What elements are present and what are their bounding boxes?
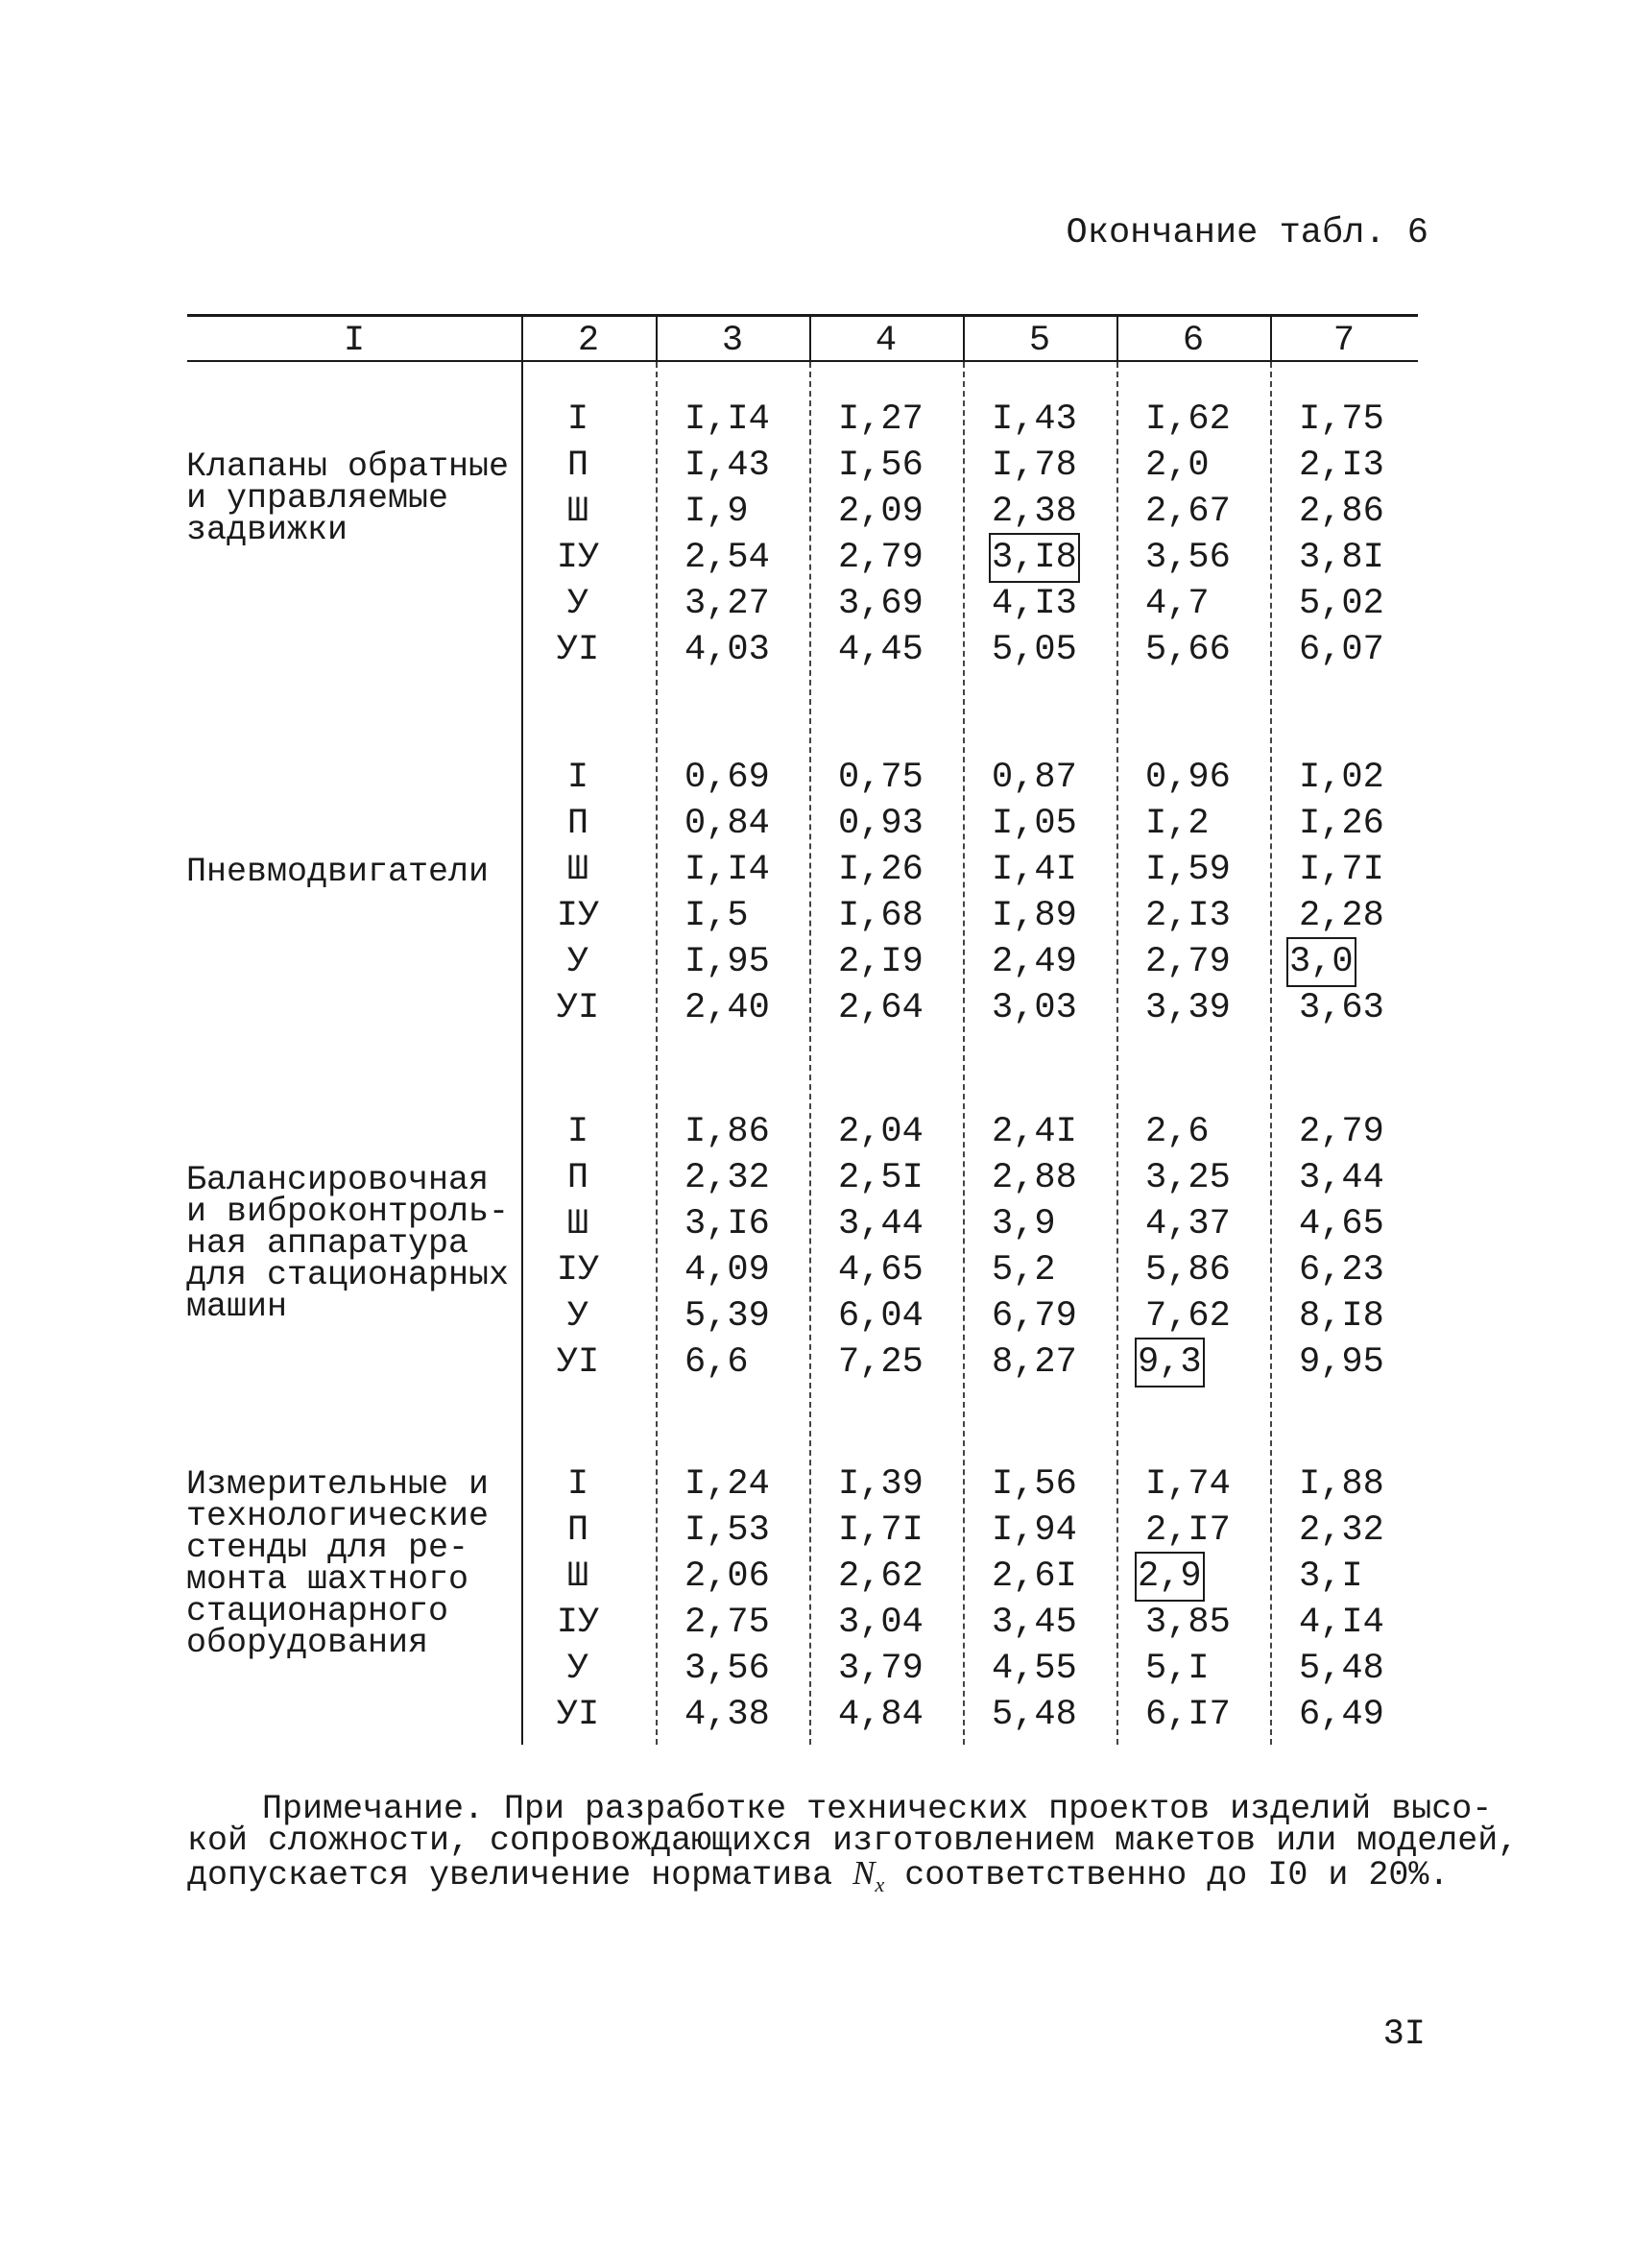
complexity-category: I [566,399,589,440]
table-cell: 2,4I [992,1112,1077,1152]
table-cell: 5,05 [992,630,1077,670]
table-cell: 3,03 [992,988,1077,1028]
footnote-line [187,1854,1464,1900]
column-header-2: 2 [577,321,600,361]
complexity-category: П [566,1158,589,1198]
group-name-line: оборудования [186,1624,429,1662]
group-name-pneumatic-motors [186,853,490,891]
complexity-category: У [566,584,589,624]
table-cell: 2,I9 [838,942,924,982]
table-cell: 0,93 [838,804,924,844]
table-cell: 2,49 [992,942,1077,982]
complexity-category: УI [556,1342,600,1383]
column-header-5: 5 [1028,321,1051,361]
table-cell: 3,69 [838,584,924,624]
table-cell: 2,67 [1145,492,1231,532]
table-cell: 2,0 [1145,446,1210,486]
table-cell: 4,37 [1145,1204,1231,1244]
group-name-line: стационарного [186,1592,449,1630]
table-cell: 6,6 [684,1342,749,1383]
table-cell: 7,25 [838,1342,924,1383]
table-cell: 2,I3 [1145,896,1231,936]
complexity-category: УI [556,630,600,670]
table-cell: I,95 [684,942,770,982]
table-cell: 2,86 [1299,492,1384,532]
table-cell: 3,56 [1145,538,1231,578]
highlighted-cell: 9,3 [1138,1342,1202,1383]
column-separator [656,362,658,1745]
table-cell: 2,79 [1299,1112,1384,1152]
table-cell: 5,I [1145,1649,1210,1689]
table-cell: 4,09 [684,1250,770,1291]
table-cell: 2,38 [992,492,1077,532]
group-name-line: стенды для ре- [186,1529,469,1567]
table-cell: 3,I [1299,1556,1363,1597]
table-cell: I,86 [684,1112,770,1152]
table-cell: 2,28 [1299,896,1384,936]
table-cell: 2,40 [684,988,770,1028]
table-cell: 6,23 [1299,1250,1384,1291]
table-cell: I,62 [1145,399,1231,440]
complexity-category: IУ [556,896,600,936]
footnote-line: кой сложности, сопровождающихся изготовлением макетов или моделей, [187,1822,1519,1860]
highlighted-cell: 2,9 [1138,1556,1202,1597]
table-cell: I,59 [1145,850,1231,890]
table-cell: 2,54 [684,538,770,578]
table-cell: I,53 [684,1510,770,1551]
table-cell: 6,04 [838,1296,924,1337]
complexity-category: УI [556,1695,600,1735]
table-cell: 2,04 [838,1112,924,1152]
table-cell: I,75 [1299,399,1384,440]
group-name-line: и управляемые [186,479,449,518]
table-cell: I,26 [838,850,924,890]
table-cell: 3,63 [1299,988,1384,1028]
table-cell: I,7I [1299,850,1384,890]
table-cell: 4,65 [838,1250,924,1291]
group-name-line: технологические [186,1497,490,1535]
norm-symbol-letter: N [852,1854,876,1892]
table-cell: 3,39 [1145,988,1231,1028]
table-cell: I,43 [992,399,1077,440]
footnote-line: Примечание. При разработке технических проектов изделий высо- [262,1790,1493,1828]
group-name-line: для стационарных [186,1256,510,1294]
table-cell: 0,87 [992,758,1077,798]
group-name-line: Пневмодвигатели [186,853,490,891]
table-cell: 3,79 [838,1649,924,1689]
complexity-category: IУ [556,1250,600,1291]
table-cell: 2,6I [992,1556,1077,1597]
footnote-text: соответственно до I0 и 20%. [884,1856,1450,1894]
table-cell: 4,7 [1145,584,1210,624]
column-separator [1116,362,1118,1745]
table-cell: I,2 [1145,804,1210,844]
complexity-category: П [566,1510,589,1551]
table-cell: 3,45 [992,1603,1077,1643]
table-cell: 3,8I [1299,538,1384,578]
complexity-category: П [566,804,589,844]
complexity-category: П [566,446,589,486]
table-cell: 2,88 [992,1158,1077,1198]
group-name-line: Измерительные и [186,1465,490,1504]
group-name-line: и виброконтроль- [186,1193,510,1231]
table-cell: 5,02 [1299,584,1384,624]
table-cell: I,43 [684,446,770,486]
table-cell: 4,65 [1299,1204,1384,1244]
footnote [187,1790,1519,1900]
table-cell: 6,49 [1299,1695,1384,1735]
table-cell: 5,66 [1145,630,1231,670]
table-cell: 5,86 [1145,1250,1231,1291]
column-header-7: 7 [1332,321,1356,361]
group-name-line: монта шахтного [186,1560,469,1599]
highlighted-cell: 3,0 [1289,942,1354,982]
table-cell: 3,85 [1145,1603,1231,1643]
complexity-category: У [566,942,589,982]
table-cell: 0,96 [1145,758,1231,798]
table-cell: 6,I7 [1145,1695,1231,1735]
table-cell: I,89 [992,896,1077,936]
group-name-valves [186,447,510,549]
table-cell: I,05 [992,804,1077,844]
table-cell: 2,79 [1145,942,1231,982]
table-cell: I,4I [992,850,1077,890]
group-name-line: задвижки [186,511,348,549]
table-cell: 4,I3 [992,584,1077,624]
page-number: 3I [1382,2015,1426,2055]
table-cell: I,56 [992,1464,1077,1505]
table-cell: 7,62 [1145,1296,1231,1337]
table-cell: 3,27 [684,584,770,624]
column-separator [1270,362,1272,1745]
table-cell: I,9 [684,492,749,532]
table-cell: I,5 [684,896,749,936]
group-name-line: Клапаны обратные [186,447,510,486]
table-cell: 5,39 [684,1296,770,1337]
norm-symbol [852,1854,885,1896]
complexity-category: I [566,1112,589,1152]
table-cell: 2,32 [684,1158,770,1198]
table-cell: 5,48 [1299,1649,1384,1689]
complexity-category: Ш [566,850,589,890]
group-name-test-stands [186,1465,490,1662]
table-cell: 3,25 [1145,1158,1231,1198]
table-cell: 2,09 [838,492,924,532]
table-cell: 4,45 [838,630,924,670]
complexity-category: IУ [556,538,600,578]
column-header-4: 4 [875,321,898,361]
table-cell: I,27 [838,399,924,440]
complexity-category: УI [556,988,600,1028]
table-cell: I,I4 [684,399,770,440]
highlighted-cell: 3,I8 [992,538,1077,578]
column-separator [521,362,523,1745]
complexity-category: I [566,1464,589,1505]
table-cell: 8,I8 [1299,1296,1384,1337]
table-cell: 3,I6 [684,1204,770,1244]
column-header-3: 3 [721,321,744,361]
table-cell: 3,04 [838,1603,924,1643]
column-header-6: 6 [1182,321,1205,361]
table-cell: 6,07 [1299,630,1384,670]
column-separator [963,362,965,1745]
complexity-category: IУ [556,1603,600,1643]
table-cell: 5,48 [992,1695,1077,1735]
table-cell: 4,84 [838,1695,924,1735]
table-cell: 3,56 [684,1649,770,1689]
table-cell: 2,I3 [1299,446,1384,486]
table-cell: 3,44 [838,1204,924,1244]
table-cell: 4,03 [684,630,770,670]
table-cell: 9,95 [1299,1342,1384,1383]
table-cell: I,68 [838,896,924,936]
table-cell: 2,75 [684,1603,770,1643]
table-cell: 2,32 [1299,1510,1384,1551]
table-cell: 4,38 [684,1695,770,1735]
table-cell: 0,69 [684,758,770,798]
table-cell: I,7I [838,1510,924,1551]
table-cell: 2,62 [838,1556,924,1597]
group-name-line: машин [186,1288,288,1326]
table-cell: 4,55 [992,1649,1077,1689]
complexity-category: Ш [566,492,589,532]
table-cell: 3,44 [1299,1158,1384,1198]
footnote-text: допускается увеличение норматива [187,1856,853,1894]
complexity-category: У [566,1649,589,1689]
complexity-category: I [566,758,589,798]
column-header-1: I [343,321,366,361]
table-cell: I,24 [684,1464,770,1505]
table-cell: 2,5I [838,1158,924,1198]
table-cell: I,88 [1299,1464,1384,1505]
table-cell: 8,27 [992,1342,1077,1383]
table-cell: 3,9 [992,1204,1056,1244]
table-cell: 6,79 [992,1296,1077,1337]
group-name-line: ная аппаратура [186,1224,469,1263]
table-cell: I,26 [1299,804,1384,844]
table-cell: I,78 [992,446,1077,486]
table-cell: 0,75 [838,758,924,798]
table-cell: 4,I4 [1299,1603,1384,1643]
table-cell: 2,06 [684,1556,770,1597]
table-caption: Окончание табл. 6 [1066,213,1428,253]
table-top-rule [187,314,1418,317]
norm-symbol-subscript: x [875,1872,885,1896]
table-cell: I,74 [1145,1464,1231,1505]
table-cell: 0,84 [684,804,770,844]
table-cell: I,39 [838,1464,924,1505]
table-cell: 2,64 [838,988,924,1028]
group-name-balancing-equipment [186,1161,510,1326]
table-cell: I,56 [838,446,924,486]
table-cell: I,I4 [684,850,770,890]
table-cell: 5,2 [992,1250,1056,1291]
complexity-category: У [566,1296,589,1337]
complexity-category: Ш [566,1204,589,1244]
table-cell: I,02 [1299,758,1384,798]
column-separator [809,362,811,1745]
table-cell: 2,I7 [1145,1510,1231,1551]
table-cell: 2,79 [838,538,924,578]
complexity-category: Ш [566,1556,589,1597]
table-cell: 2,6 [1145,1112,1210,1152]
table-cell: I,94 [992,1510,1077,1551]
group-name-line: Балансировочная [186,1161,490,1199]
